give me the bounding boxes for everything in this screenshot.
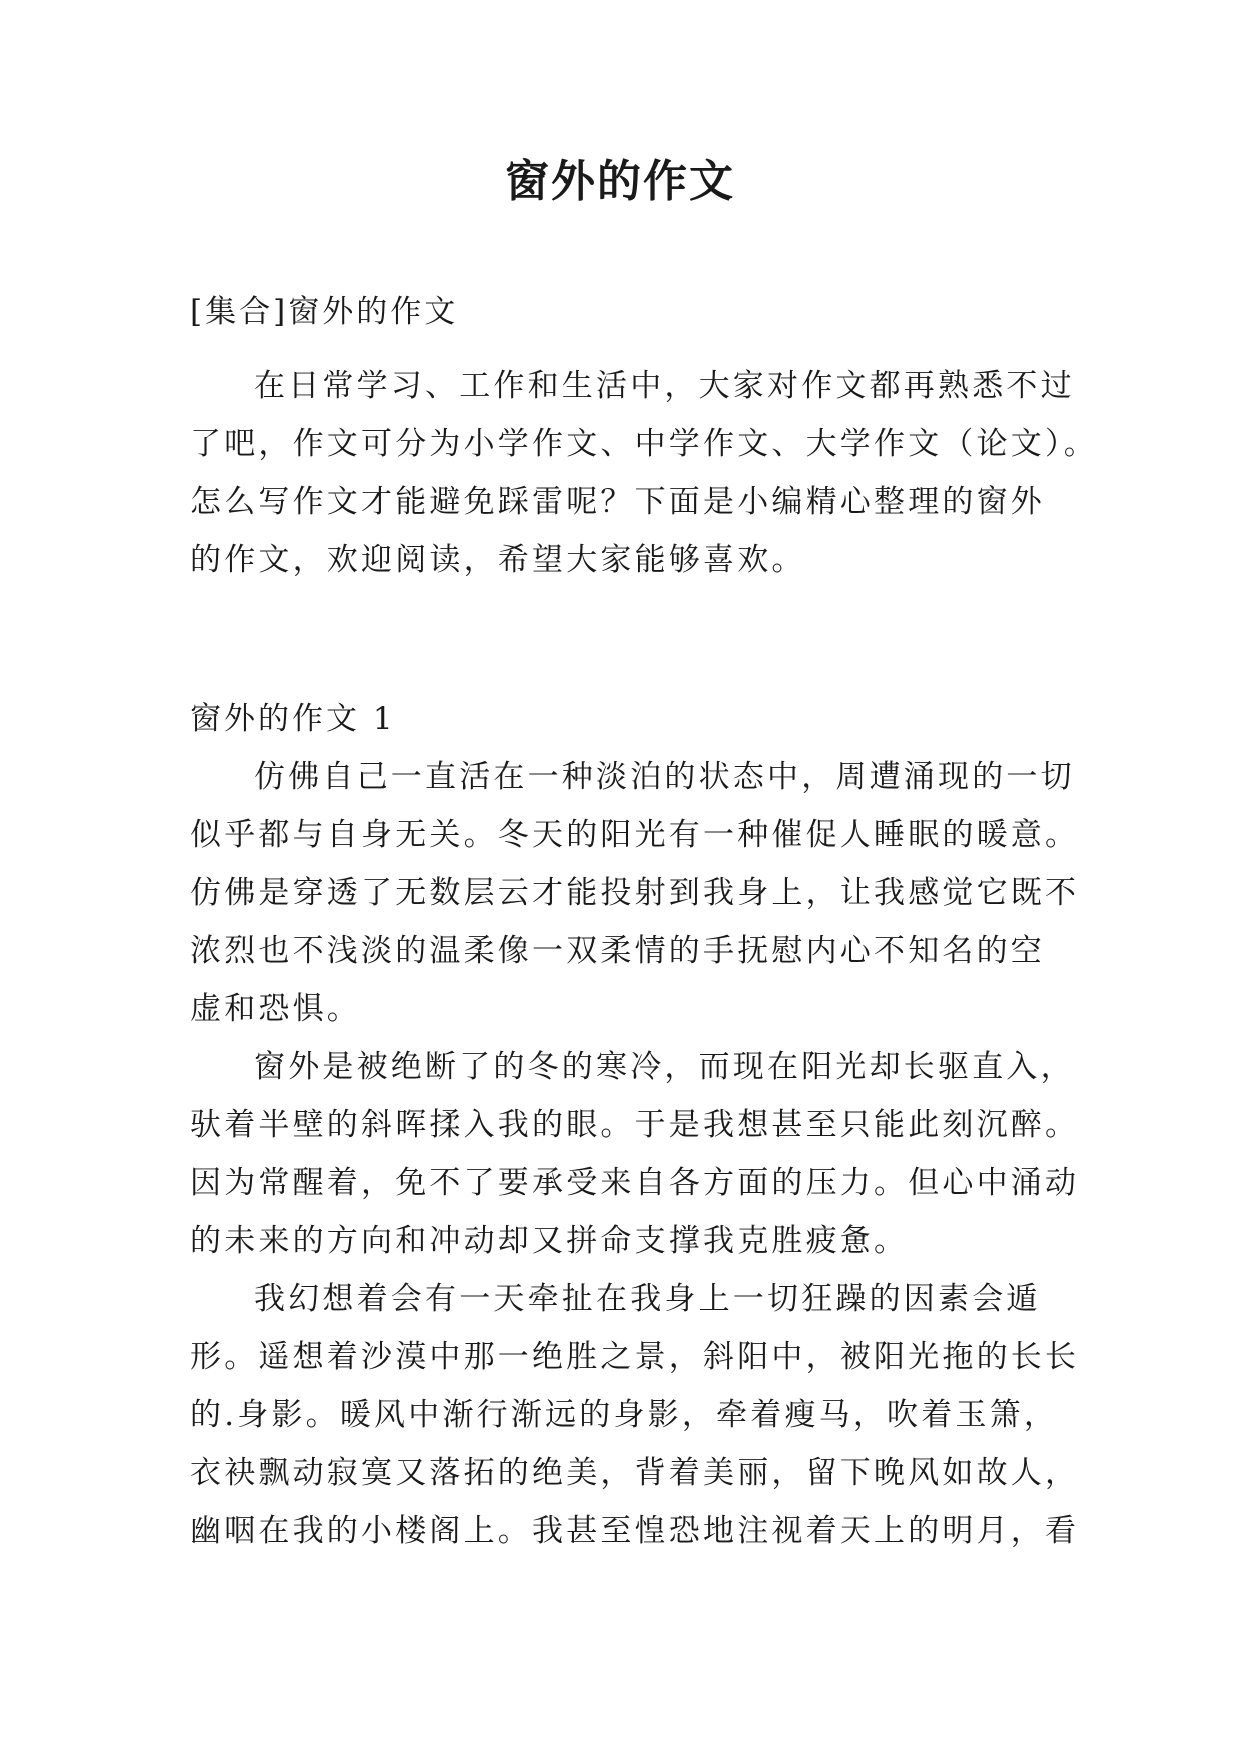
- paragraph-1: [190, 748, 1080, 1038]
- paragraph-line: 窗外是被绝断了的冬的寒冷，而现在阳光却长驱直入，: [254, 1049, 1075, 1085]
- section-heading-block: [190, 690, 1050, 748]
- paragraph-line: 的未来的方向和冲动却又拼命支撑我克胜疲惫。: [190, 1223, 909, 1259]
- paragraph-2: [190, 1038, 1080, 1270]
- paragraph-line: 因为常醒着，免不了要承受来自各方面的压力。但心中涌动: [190, 1165, 1080, 1201]
- paragraph-3: [190, 1270, 1080, 1560]
- paragraph-line: 虚和恐惧。: [190, 991, 361, 1027]
- intro-line: 的作文，欢迎阅读，希望大家能够喜欢。: [190, 542, 806, 578]
- paragraph-line: 衣袂飘动寂寞又落拓的绝美，背着美丽，留下晚风如故人，: [190, 1455, 1080, 1491]
- paragraph-line: 我幻想着会有一天牵扯在我身上一切狂躁的因素会遁: [254, 1281, 1041, 1317]
- paragraph-line: 形。遥想着沙漠中那一绝胜之景，斜阳中，被阳光拖的长长: [190, 1339, 1080, 1375]
- intro-line: 怎么写作文才能避免踩雷呢？下面是小编精心整理的窗外: [190, 484, 1045, 520]
- paragraph-line: 仿佛是穿透了无数层云才能投射到我身上，让我感觉它既不: [190, 875, 1080, 911]
- paragraph-line: 仿佛自己一直活在一种淡泊的状态中，周遭涌现的一切: [254, 759, 1075, 795]
- intro-paragraph: [190, 357, 1098, 589]
- paragraph-line: 浓烈也不浅淡的温柔像一双柔情的手抚慰内心不知名的空: [190, 933, 1045, 969]
- paragraph-line: 幽咽在我的小楼阁上。我甚至惶恐地注视着天上的明月，看: [190, 1513, 1080, 1549]
- document-title: 窗外的作文: [505, 156, 735, 207]
- paragraph-line: 驮着半壁的斜晖揉入我的眼。于是我想甚至只能此刻沉醉。: [190, 1107, 1080, 1143]
- intro-line: 在日常学习、工作和生活中，大家对作文都再熟悉不过: [254, 368, 1075, 404]
- section-heading: 窗外的作文 1: [190, 701, 396, 737]
- paragraph-line: 似乎都与自身无关。冬天的阳光有一种催促人睡眠的暖意。: [190, 817, 1080, 853]
- document-subtitle: [集合]窗外的作文: [190, 294, 459, 330]
- paragraph-line: 的.身影。暖风中渐行渐远的身影，牵着瘦马，吹着玉箫，: [190, 1397, 1059, 1433]
- intro-line: 了吧，作文可分为小学作文、中学作文、大学作文（论文）。: [190, 426, 1098, 462]
